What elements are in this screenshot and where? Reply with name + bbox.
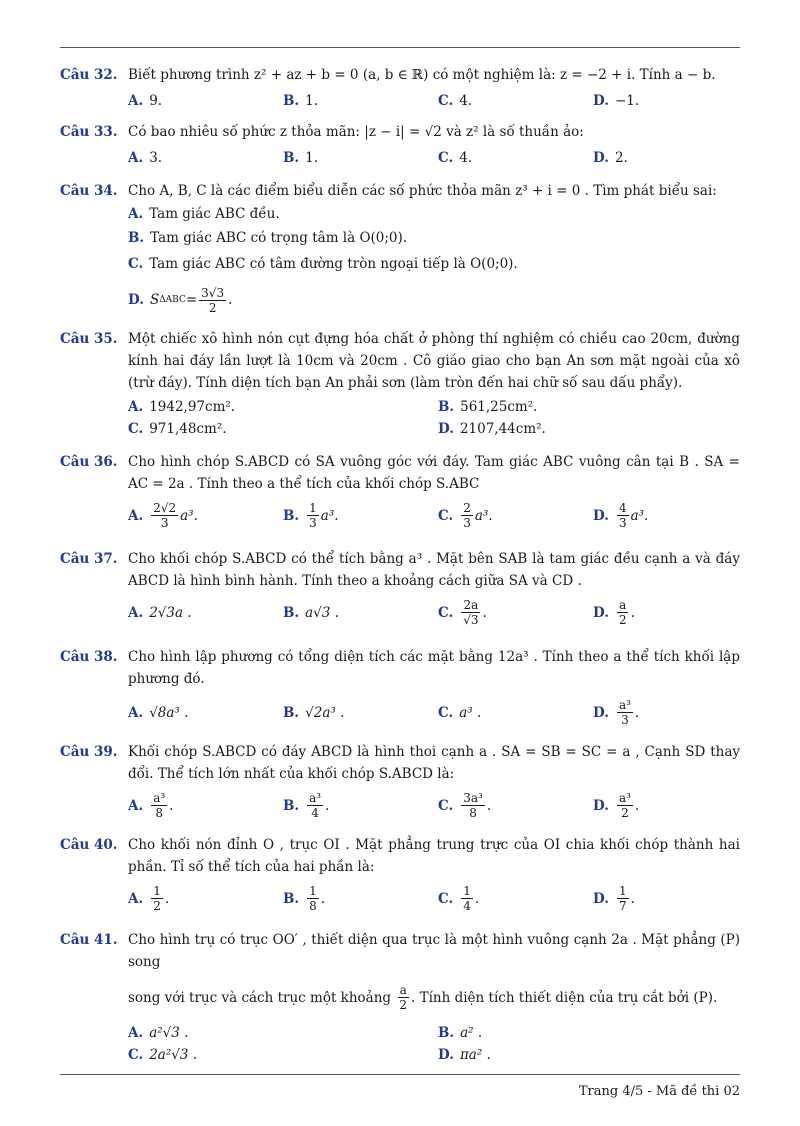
option-d[interactable]: D. $\frac{1}{7}$ . xyxy=(593,884,635,913)
option-b[interactable]: B. $\frac{1}{8}$ . xyxy=(283,884,326,913)
question-41 xyxy=(60,929,740,1066)
option-b[interactable]: B. $\frac{\text{a³}}{4}$ . xyxy=(283,791,330,820)
question-number: Câu 39. xyxy=(60,744,118,760)
question-number: Câu 40. xyxy=(60,837,118,853)
question-text: Cho khối nón đỉnh O , trục OI . Mặt phẳng trung trực của OI chia khối chóp thành hai phần. Tỉ số thể tích của hai phần là: xyxy=(128,837,740,875)
top-rule xyxy=(60,47,740,48)
option-a[interactable]: A. 2√3a . xyxy=(128,604,192,621)
question-number: Câu 33. xyxy=(60,124,118,140)
question-40 xyxy=(60,834,740,913)
option-c[interactable]: C. $\frac{1}{4}$ . xyxy=(438,884,480,913)
question-number: Câu 36. xyxy=(60,454,118,470)
option-c[interactable]: C. Tam giác ABC có tâm đường tròn ngoại tiếp là O(0;0). xyxy=(128,256,518,272)
option-a[interactable]: A. 9. xyxy=(128,93,163,109)
question-text: Biết phương trình z² + az + b = 0 (a, b ∈ ℝ) có một nghiệm là: z = −2 + i. Tính a − b. xyxy=(128,67,716,83)
option-a[interactable]: A. $\frac{2√2}{3}$ a³. xyxy=(128,501,198,530)
option-c[interactable]: C. a³ . xyxy=(438,704,482,721)
question-text: Cho hình chóp S.ABCD có SA vuông góc với đáy. Tam giác ABC vuông cân tại B . SA = AC = 2a . Tính theo a thể tích của khối chóp S.ABC xyxy=(128,454,740,492)
question-number: Câu 37. xyxy=(60,551,118,567)
option-d[interactable]: D. $\frac{4}{3}$ a³. xyxy=(593,501,649,530)
option-a[interactable]: A. $\frac{\text{a³}}{8}$ . xyxy=(128,791,174,820)
option-b[interactable]: B. Tam giác ABC có trọng tâm là O(0;0). xyxy=(128,230,408,246)
option-a[interactable]: A. $\frac{1}{2}$ . xyxy=(128,884,170,913)
question-number: Câu 34. xyxy=(60,183,118,199)
option-b[interactable]: B. √2a³ . xyxy=(283,704,345,721)
option-b[interactable]: B. a√3 . xyxy=(283,604,339,621)
page-footer: Trang 4/5 - Mã đề thi 02 xyxy=(578,1084,740,1099)
question-39 xyxy=(60,741,740,820)
option-c[interactable]: C. 2a²√3 . xyxy=(128,1047,198,1063)
option-b[interactable]: B. $\frac{1}{3}$ a³. xyxy=(283,501,339,530)
question-33 xyxy=(60,121,740,169)
question-text: Có bao nhiêu số phức z thỏa mãn: |z − i| = √2 và z² là số thuần ảo: xyxy=(128,124,584,140)
option-a[interactable]: A. 1942,97cm². xyxy=(128,399,236,415)
question-number: Câu 38. xyxy=(60,649,118,665)
question-number: Câu 32. xyxy=(60,67,118,83)
question-38 xyxy=(60,646,740,727)
option-c[interactable]: C. $\frac{2a}{√3}$ . xyxy=(438,598,487,627)
bottom-rule xyxy=(60,1074,740,1075)
option-a[interactable]: A. √8a³ . xyxy=(128,704,189,721)
option-d[interactable]: D. $\frac{\text{a³}}{2}$ . xyxy=(593,791,640,820)
question-34 xyxy=(60,180,740,322)
question-text: Cho hình trụ có trục OO′ , thiết diện qua trục là một hình vuông cạnh 2a . Mặt phẳng (P) song xyxy=(128,932,740,970)
option-c[interactable]: C. 4. xyxy=(438,93,473,109)
option-a[interactable]: A. 3. xyxy=(128,150,163,166)
option-d[interactable]: D. $\frac{\text{a³}}{3}$ . xyxy=(593,698,640,727)
option-c[interactable]: C. $\frac{\text{3a³}}{8}$ . xyxy=(438,791,492,820)
question-text: Khối chóp S.ABCD có đáy ABCD là hình thoi cạnh a . SA = SB = SC = a , Cạnh SD thay đổi. Thể tích lớn nhất của khối chóp S.ABCD là: xyxy=(128,744,740,782)
question-35 xyxy=(60,328,740,440)
option-d[interactable]: D. πa² . xyxy=(438,1047,491,1063)
question-text: Một chiếc xô hình nón cụt đựng hóa chất ở phòng thí nghiệm có chiều cao 20cm, đường kính hai đáy lần lượt là 10cm và 20cm . Cô giáo giao cho bạn An sơn mặt ngoài của xô (trừ đáy). Tính diện tích bạn An phải sơn (làm tròn đến hai chữ số sau dấu phẩy). xyxy=(128,331,740,391)
question-text: Cho hình lập phương có tổng diện tích các mặt bằng 12a³ . Tính theo a thể tích khối lập phương đó. xyxy=(128,649,740,687)
question-text-line-2: song với trục và cách trục một khoảng $\frac{a}{2}$ . Tính diện tích thiết diện của trụ cắt bởi (P). xyxy=(128,983,718,1012)
option-b[interactable]: B. 1. xyxy=(283,150,319,166)
option-c[interactable]: C. $\frac{2}{3}$ a³. xyxy=(438,501,493,530)
option-d[interactable]: D. S ΔABC = $\frac{3√3}{2}$ . xyxy=(128,285,233,315)
option-b[interactable]: B. 561,25cm². xyxy=(438,399,538,415)
option-b[interactable]: B. 1. xyxy=(283,93,319,109)
option-a[interactable]: A. Tam giác ABC đều. xyxy=(128,206,280,222)
question-32 xyxy=(60,64,740,112)
question-text: Cho A, B, C là các điểm biểu diễn các số phức thỏa mãn z³ + i = 0 . Tìm phát biểu sai: xyxy=(128,183,717,199)
option-b[interactable]: B. a² . xyxy=(438,1025,483,1041)
question-36 xyxy=(60,451,740,530)
option-d[interactable]: D. 2107,44cm². xyxy=(438,421,546,437)
option-a[interactable]: A. a²√3 . xyxy=(128,1025,189,1041)
question-number: Câu 35. xyxy=(60,331,118,347)
option-c[interactable]: C. 971,48cm². xyxy=(128,421,227,437)
question-number: Câu 41. xyxy=(60,932,118,948)
question-text: Cho khối chóp S.ABCD có thể tích bằng a³ . Mặt bên SAB là tam giác đều cạnh a và đáy ABCD là hình bình hành. Tính theo a khoảng cách giữa SA và CD . xyxy=(128,551,740,589)
option-c[interactable]: C. 4. xyxy=(438,150,473,166)
question-37 xyxy=(60,548,740,627)
option-d[interactable]: D. 2. xyxy=(593,150,628,166)
option-d[interactable]: D. −1. xyxy=(593,93,640,109)
option-d[interactable]: D. $\frac{a}{2}$ . xyxy=(593,598,635,627)
